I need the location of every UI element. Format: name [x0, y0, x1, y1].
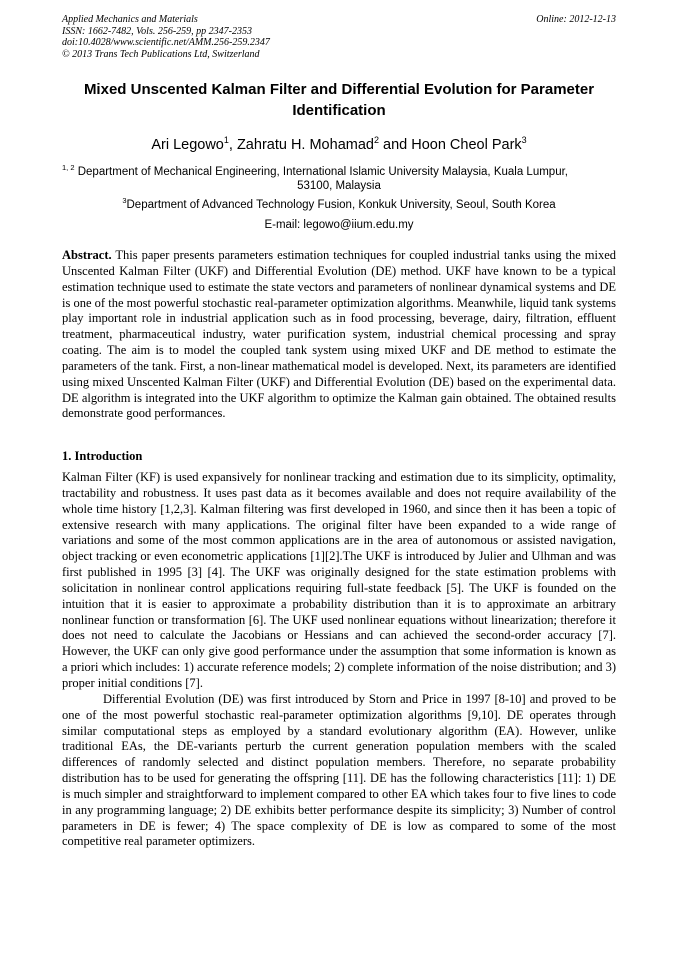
contact-email: E-mail: legowo@iium.edu.my	[264, 219, 414, 231]
abstract-text: This paper presents parameters estimation techniques for coupled industrial tanks using the mixed Unscented Kalman Filter (UKF) and Differential Evolution (DE) method. UKF have known to be a typical estimation technique used to estimate the state vectors and parameters of nonlinear dynamical systems and DE is one of the most powerful stochastic real-parameter optimization algorithms. Meanwhile, liquid tank systems play important role in industrial application such as in food processing, beverage, dairy, filtration, effluent treatment, pharmaceutical industry, water purification system, industrial chemical processing and spray coating. The aim is to model the coupled tank system using mixed UKF and DE method to estimate the parameters of the tank. First, a non-linear mathematical model is developed. Next, its parameters are identified using mixed Unscented Kalman Filter (UKF) and Differential Evolution (DE) based on the experimental data. DE algorithm is integrated into the UKF algorithm to optimize the Kalman gain obtained. The obtained results demonstrate good performances.	[62, 248, 616, 421]
introduction-body	[62, 470, 616, 850]
paper-title: Mixed Unscented Kalman Filter and Differential Evolution for Parameter Identification	[83, 81, 595, 119]
author-name: Zahratu H. Mohamad	[236, 136, 374, 153]
affil-mark: 1, 2	[62, 163, 75, 172]
online-date: Online: 2012-12-13	[536, 14, 616, 25]
author-name: Hoon Cheol Park	[411, 136, 522, 153]
abstract-label: Abstract.	[62, 248, 112, 262]
author-affil-mark: 1	[223, 135, 229, 145]
affiliation-1-text: Department of Mechanical Engineering, International Islamic University Malaysia, Kuala Lumpur,	[77, 165, 568, 178]
author-affil-mark: 2	[373, 135, 379, 145]
author-separator: ,	[228, 136, 237, 153]
affiliations	[62, 161, 616, 212]
doi-line: doi:10.4028/www.scientific.net/AMM.256-259.2347	[62, 37, 270, 48]
affiliation-1-cont: 53100, Malaysia	[297, 180, 381, 193]
journal-header	[62, 14, 616, 60]
intro-paragraph-1: Kalman Filter (KF) is used expansively for nonlinear tracking and estimation due to its simplicity, optimality, tractability and robustness. It uses past data as it becomes available and does not require availability of the whole time history [1,2,3]. Kalman filtering was first developed in 1960, and since then it has been a topic of extensive research with many applications. The original filter have been expanded to a wide range of variations and some of the most common applications are in the area of autonomous or assisted navigation, object tracking or even econometric applications [1][2].The UKF is introduced by Julier and Ulhman and was first published in 1995 [3] [4]. The UKF was originally designed for the state estimation problems with solicitation in nonlinear control applications requiring full-state feedback [5]. The UKF is founded on the intuition that it is easier to approximate a probability distribution than it is to approximate an arbitrary nonlinear function or transformation [6]. The UKF used nonlinear equations without linearization; therefore it does not need to calculate the Jacobians or Hessians and can achieved the second-order accuracy [7]. However, the UKF can only give good performance under the assumption that some information is known as a priori which includes: 1) accurate reference models; 2) complete information of the noise distribution; and 3) proper initial conditions [7].	[62, 470, 616, 690]
affiliation-1	[62, 161, 616, 179]
author-list	[62, 131, 616, 154]
affil-mark: 3	[122, 195, 127, 205]
issn-line: ISSN: 1662-7482, Vols. 256-259, pp 2347-2353	[62, 25, 252, 37]
affiliation-2-text: Department of Advanced Technology Fusion, Konkuk University, Seoul, South Korea	[126, 198, 556, 211]
abstract	[62, 248, 616, 422]
copyright-line: © 2013 Trans Tech Publications Ltd, Switzerland	[62, 48, 260, 60]
intro-paragraph-2: Differential Evolution (DE) was first introduced by Storn and Price in 1997 [8-10] and proved to be one of the most powerful stochastic real-parameter optimization algorithms [9,10]. DE operates through similar computational steps as employed by a standard evolutionary algorithm (EA). However, unlike traditional EAs, the DE-variants perturb the current generation population members with the scaled differences of randomly selected and distinct population members. Therefore, no separate probability distribution has to be used for generating the offspring [11]. DE has the following characteristics [11]: 1) DE is much simpler and straightforward to implement compared to other EA which takes four to five lines to code in any programming language; 2) DE exhibits better performance despite its simplicity; 3) Number of control parameters in DE is fewer; 4) The space complexity of DE is low as compared to some of the most competitive real parameter optimizers.	[62, 691, 616, 849]
affiliation-2	[62, 194, 616, 212]
author-name: Ari Legowo	[151, 136, 224, 153]
author-affil-mark: 3	[521, 135, 527, 145]
author-separator: and	[378, 136, 412, 153]
section-heading: 1. Introduction	[62, 449, 143, 463]
journal-name: Applied Mechanics and Materials	[62, 14, 198, 25]
